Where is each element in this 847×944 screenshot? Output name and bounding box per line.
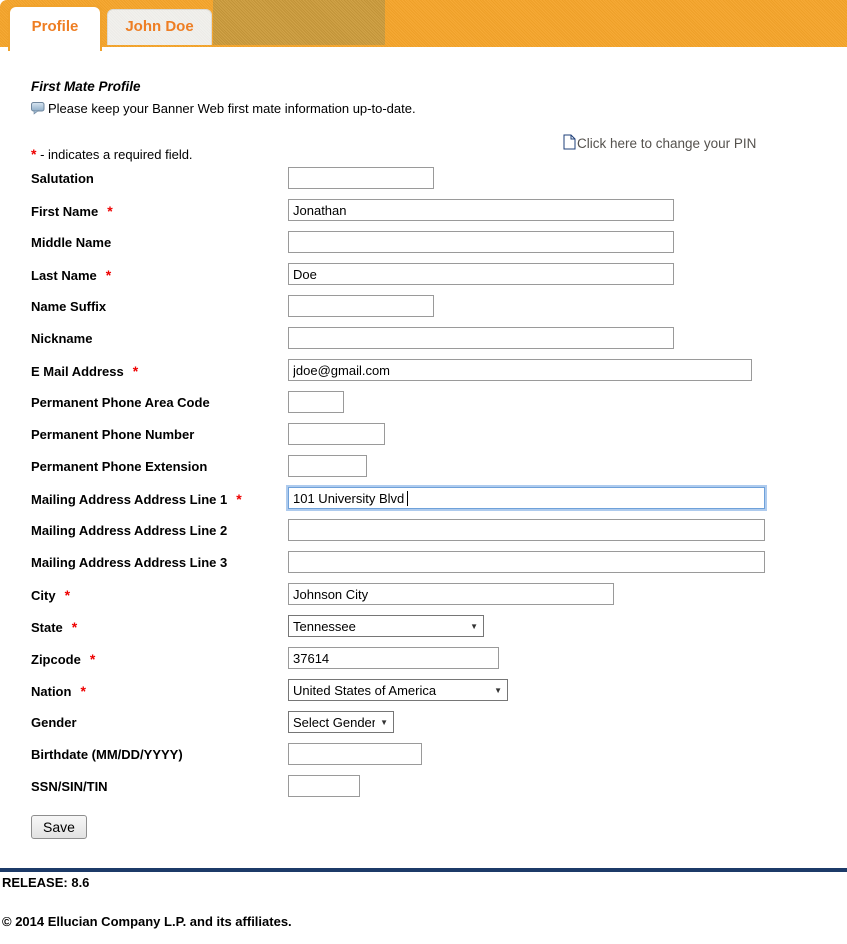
document-icon (563, 134, 576, 150)
copyright-text: © 2014 Ellucian Company L.P. and its affiliates. (2, 914, 292, 929)
field-label-permanent-phone-extension: Permanent Phone Extension (31, 459, 208, 474)
field-cell (288, 199, 674, 221)
header-gradient-band (213, 0, 385, 45)
field-label-mailing-address-address-line-1: Mailing Address Address Line 1 * (31, 491, 242, 507)
field-label-zipcode: Zipcode * (31, 651, 96, 667)
header-bar (0, 0, 847, 47)
required-asterisk: * (107, 203, 113, 219)
salutation-input[interactable] (288, 167, 434, 189)
required-asterisk: * (89, 651, 96, 667)
release-version: RELEASE: 8.6 (2, 875, 90, 890)
form-row (31, 615, 847, 647)
field-cell (288, 295, 434, 317)
field-label-name-suffix: Name Suffix (31, 299, 107, 314)
page-title: First Mate Profile (31, 79, 141, 94)
footer-divider (0, 868, 847, 872)
required-note-text: - indicates a required field. (40, 147, 193, 162)
required-asterisk: * (105, 267, 112, 283)
field-cell (288, 423, 385, 445)
field-label-salutation: Salutation (31, 171, 94, 186)
tab-profile[interactable]: Profile (8, 5, 102, 51)
form-row (31, 583, 847, 615)
save-button[interactable]: Save (31, 815, 87, 839)
zipcode-input[interactable] (288, 647, 499, 669)
field-label-nation: Nation * (31, 683, 86, 699)
field-cell (288, 647, 499, 669)
mailing-address-address-line-2-input[interactable] (288, 519, 765, 541)
field-cell (288, 583, 614, 605)
form-row (31, 423, 847, 455)
form-row (31, 551, 847, 583)
select-wrap (288, 711, 394, 733)
field-cell (288, 391, 344, 413)
field-cell (288, 327, 674, 349)
field-label-first-name: First Name * (31, 203, 113, 219)
field-label-state: State * (31, 619, 78, 635)
field-cell (288, 775, 360, 797)
field-label-permanent-phone-area-code: Permanent Phone Area Code (31, 395, 210, 410)
nation-select[interactable] (288, 679, 508, 701)
form-row (31, 743, 847, 775)
speech-bubble-icon (31, 102, 45, 118)
form-row (31, 519, 847, 551)
form-row (31, 231, 847, 263)
form-row (31, 679, 847, 711)
field-label-mailing-address-address-line-3: Mailing Address Address Line 3 (31, 555, 228, 570)
form-row (31, 711, 847, 743)
required-asterisk: * (80, 683, 86, 699)
tab-john-doe[interactable]: John Doe (107, 9, 212, 45)
required-asterisk: * (132, 363, 139, 379)
field-cell (288, 455, 367, 477)
info-line (31, 101, 847, 118)
footer (0, 868, 847, 929)
field-cell (288, 519, 765, 541)
field-label-nickname: Nickname (31, 331, 93, 346)
field-cell (288, 359, 752, 381)
field-label-e-mail-address: E Mail Address * (31, 363, 139, 379)
field-label-permanent-phone-number: Permanent Phone Number (31, 427, 195, 442)
birthdate-mm-dd-yyyy-input[interactable] (288, 743, 422, 765)
field-cell (288, 231, 674, 253)
permanent-phone-number-input[interactable] (288, 423, 385, 445)
select-wrap (288, 679, 508, 701)
change-pin-label: Click here to change your PIN (577, 136, 757, 151)
permanent-phone-area-code-input[interactable] (288, 391, 344, 413)
field-label-mailing-address-address-line-2: Mailing Address Address Line 2 (31, 523, 228, 538)
field-cell (288, 263, 674, 285)
mailing-address-address-line-3-input[interactable] (288, 551, 765, 573)
form-row (31, 327, 847, 359)
field-label-city: City * (31, 587, 71, 603)
form-row (31, 359, 847, 391)
field-label-birthdate-mm-dd-yyyy: Birthdate (MM/DD/YYYY) (31, 747, 183, 762)
field-cell (288, 487, 765, 509)
form-row (31, 167, 847, 199)
field-label-middle-name: Middle Name (31, 235, 112, 250)
form-row (31, 487, 847, 519)
field-cell (288, 167, 434, 189)
field-cell (288, 551, 765, 573)
mailing-address-address-line-1-input[interactable] (288, 487, 765, 509)
form-row (31, 775, 847, 807)
main-content (0, 79, 847, 839)
field-cell (288, 615, 484, 637)
form-row (31, 263, 847, 295)
field-label-last-name: Last Name * (31, 267, 112, 283)
field-cell (288, 679, 508, 701)
form-row (31, 295, 847, 327)
required-asterisk: * (31, 146, 37, 162)
required-asterisk: * (71, 619, 78, 635)
form-row (31, 391, 847, 423)
form-row (31, 647, 847, 679)
form-row (31, 199, 847, 231)
middle-name-input[interactable] (288, 231, 674, 253)
field-label-gender: Gender (31, 715, 77, 730)
field-cell (288, 743, 422, 765)
field-cell (288, 711, 394, 733)
nickname-input[interactable] (288, 327, 674, 349)
permanent-phone-extension-input[interactable] (288, 455, 367, 477)
field-label-ssn-sin-tin: SSN/SIN/TIN (31, 779, 108, 794)
change-pin-link[interactable] (563, 134, 779, 152)
profile-form (31, 167, 847, 807)
info-text: Please keep your Banner Web first mate information up-to-date. (48, 101, 416, 116)
ssn-sin-tin-input[interactable] (288, 775, 360, 797)
e-mail-address-input[interactable] (288, 359, 752, 381)
first-name-input[interactable] (288, 199, 674, 221)
state-select[interactable] (288, 615, 484, 637)
name-suffix-input[interactable] (288, 295, 434, 317)
city-input[interactable] (288, 583, 614, 605)
required-asterisk: * (64, 587, 71, 603)
select-wrap (288, 615, 484, 637)
required-asterisk: * (236, 491, 242, 507)
form-row (31, 455, 847, 487)
text-caret (407, 491, 408, 506)
gender-select[interactable] (288, 711, 394, 733)
last-name-input[interactable] (288, 263, 674, 285)
